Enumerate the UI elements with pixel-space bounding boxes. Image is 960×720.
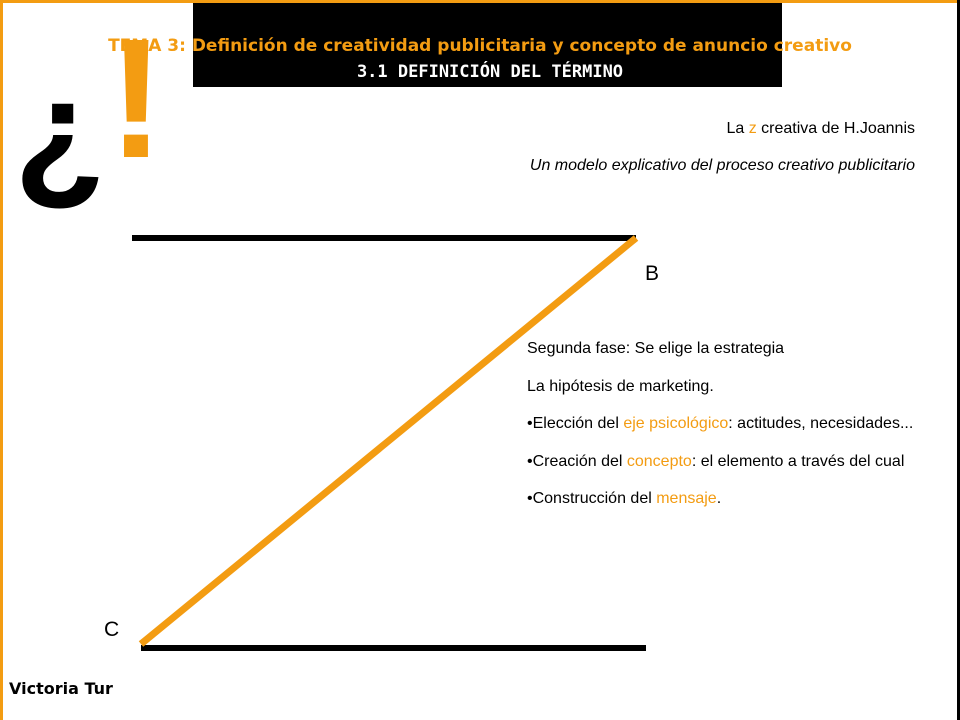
bullet-item-psychological-axis	[527, 415, 913, 433]
model-title-suffix: creativa de H.Joannis	[756, 120, 915, 137]
bullet-3-prefix: •Construcción del	[527, 490, 657, 507]
z-diagonal-line	[141, 238, 636, 644]
slide-subtitle: 3.1 DEFINICIÓN DEL TÉRMINO	[356, 62, 624, 82]
bullet-1-accent: eje psicológico	[623, 415, 729, 432]
point-c-label: C	[104, 618, 120, 641]
hypothesis-line: La hipótesis de marketing.	[527, 378, 714, 395]
model-title-prefix: La	[726, 120, 749, 137]
point-b-label: B	[645, 262, 660, 285]
bullet-2-prefix: •Creación del	[527, 453, 627, 470]
model-title-accent: z	[748, 120, 757, 137]
phase-heading: Segunda fase: Se elige la estrategia	[527, 340, 785, 357]
bullet-2-suffix: : el elemento a través del cual	[691, 453, 905, 470]
inverted-question-mark-icon: ¿	[14, 47, 106, 215]
bullet-3-accent: mensaje	[656, 490, 717, 507]
bullet-1-prefix: •Elección del	[527, 415, 624, 432]
bullet-2-accent: concepto	[626, 453, 692, 470]
model-subtitle: Un modelo explicativo del proceso creativo publicitario	[529, 157, 915, 174]
bullet-item-concept	[527, 453, 904, 471]
bullet-item-message	[527, 490, 721, 508]
slide-title: TEMA 3: Definición de creatividad publicitaria y concepto de anuncio creativo	[108, 36, 852, 56]
author-footer: Victoria Tur	[9, 679, 113, 698]
bullet-3-suffix: .	[716, 490, 722, 507]
exclamation-mark-icon: !	[108, 4, 165, 194]
bullet-1-suffix: : actitudes, necesidades...	[728, 415, 914, 432]
